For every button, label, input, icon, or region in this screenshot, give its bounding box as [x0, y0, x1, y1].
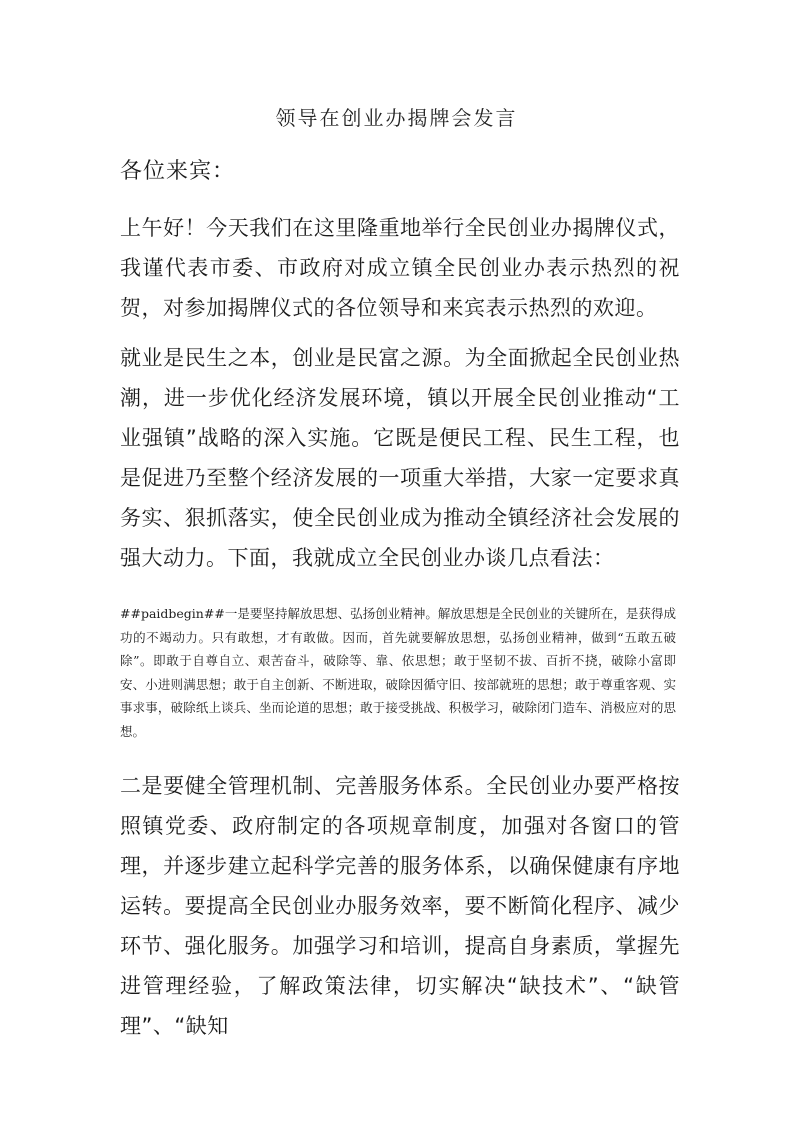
- paragraph-opening: 上午好！今天我们在这里隆重地举行全民创业办揭牌仪式，我谨代表市委、市政府对成立镇全民创业办表示热烈的祝贺，对参加揭牌仪式的各位领导和来宾表示热烈的欢迎。: [120, 216, 680, 320]
- paragraph-point-two: 二是要健全管理机制、完善服务体系。全民创业办要严格按照镇党委、政府制定的各项规章制度，加强对各窗口的管理，并逐步建立起科学完善的服务体系，以确保健康有序地运转。要提高全民创业办服务效率，要不断简化程序、减少环节、强化服务。加强学习和培训，提高自身素质，掌握先进管理经验，了解政策法律，切实解决“缺技术”、“缺管理”、“缺知: [120, 774, 680, 1038]
- paragraph-intro: 就业是民生之本，创业是民富之源。为全面掀起全民创业热潮，进一步优化经济发展环境，镇以开展全民创业推动“工业强镇”战略的深入实施。它既是便民工程、民生工程，也是促进乃至整个经济发展的一项重大举措，大家一定要求真务实、狠抓落实，使全民创业成为推动全镇经济社会发展的强大动力。下面，我就成立全民创业办谈几点看法：: [120, 346, 680, 570]
- document-title: 领导在创业办揭牌会发言: [275, 106, 518, 130]
- paragraph-point-one: ##paidbegin##一是要坚持解放思想、弘扬创业精神。解放思想是全民创业的关键所在，是获得成功的不竭动力。只有敢想，才有敢做。因而，首先就要解放思想，弘扬创业精神，做到“五敢五破除”。即敢于自尊自立、艰苦奋斗，破除等、靠、依思想；敢于坚韧不拔、百折不挠，破除小富即安、小进则满思想；敢于自主创新、不断进取，破除因循守旧、按部就班的思想；敢于尊重客观、实事求事，破除纸上谈兵、坐而论道的思想；敢于接受挑战、积极学习，破除闭门造车、消极应对的思想。: [120, 606, 676, 739]
- greeting: 各位来宾：: [120, 159, 236, 184]
